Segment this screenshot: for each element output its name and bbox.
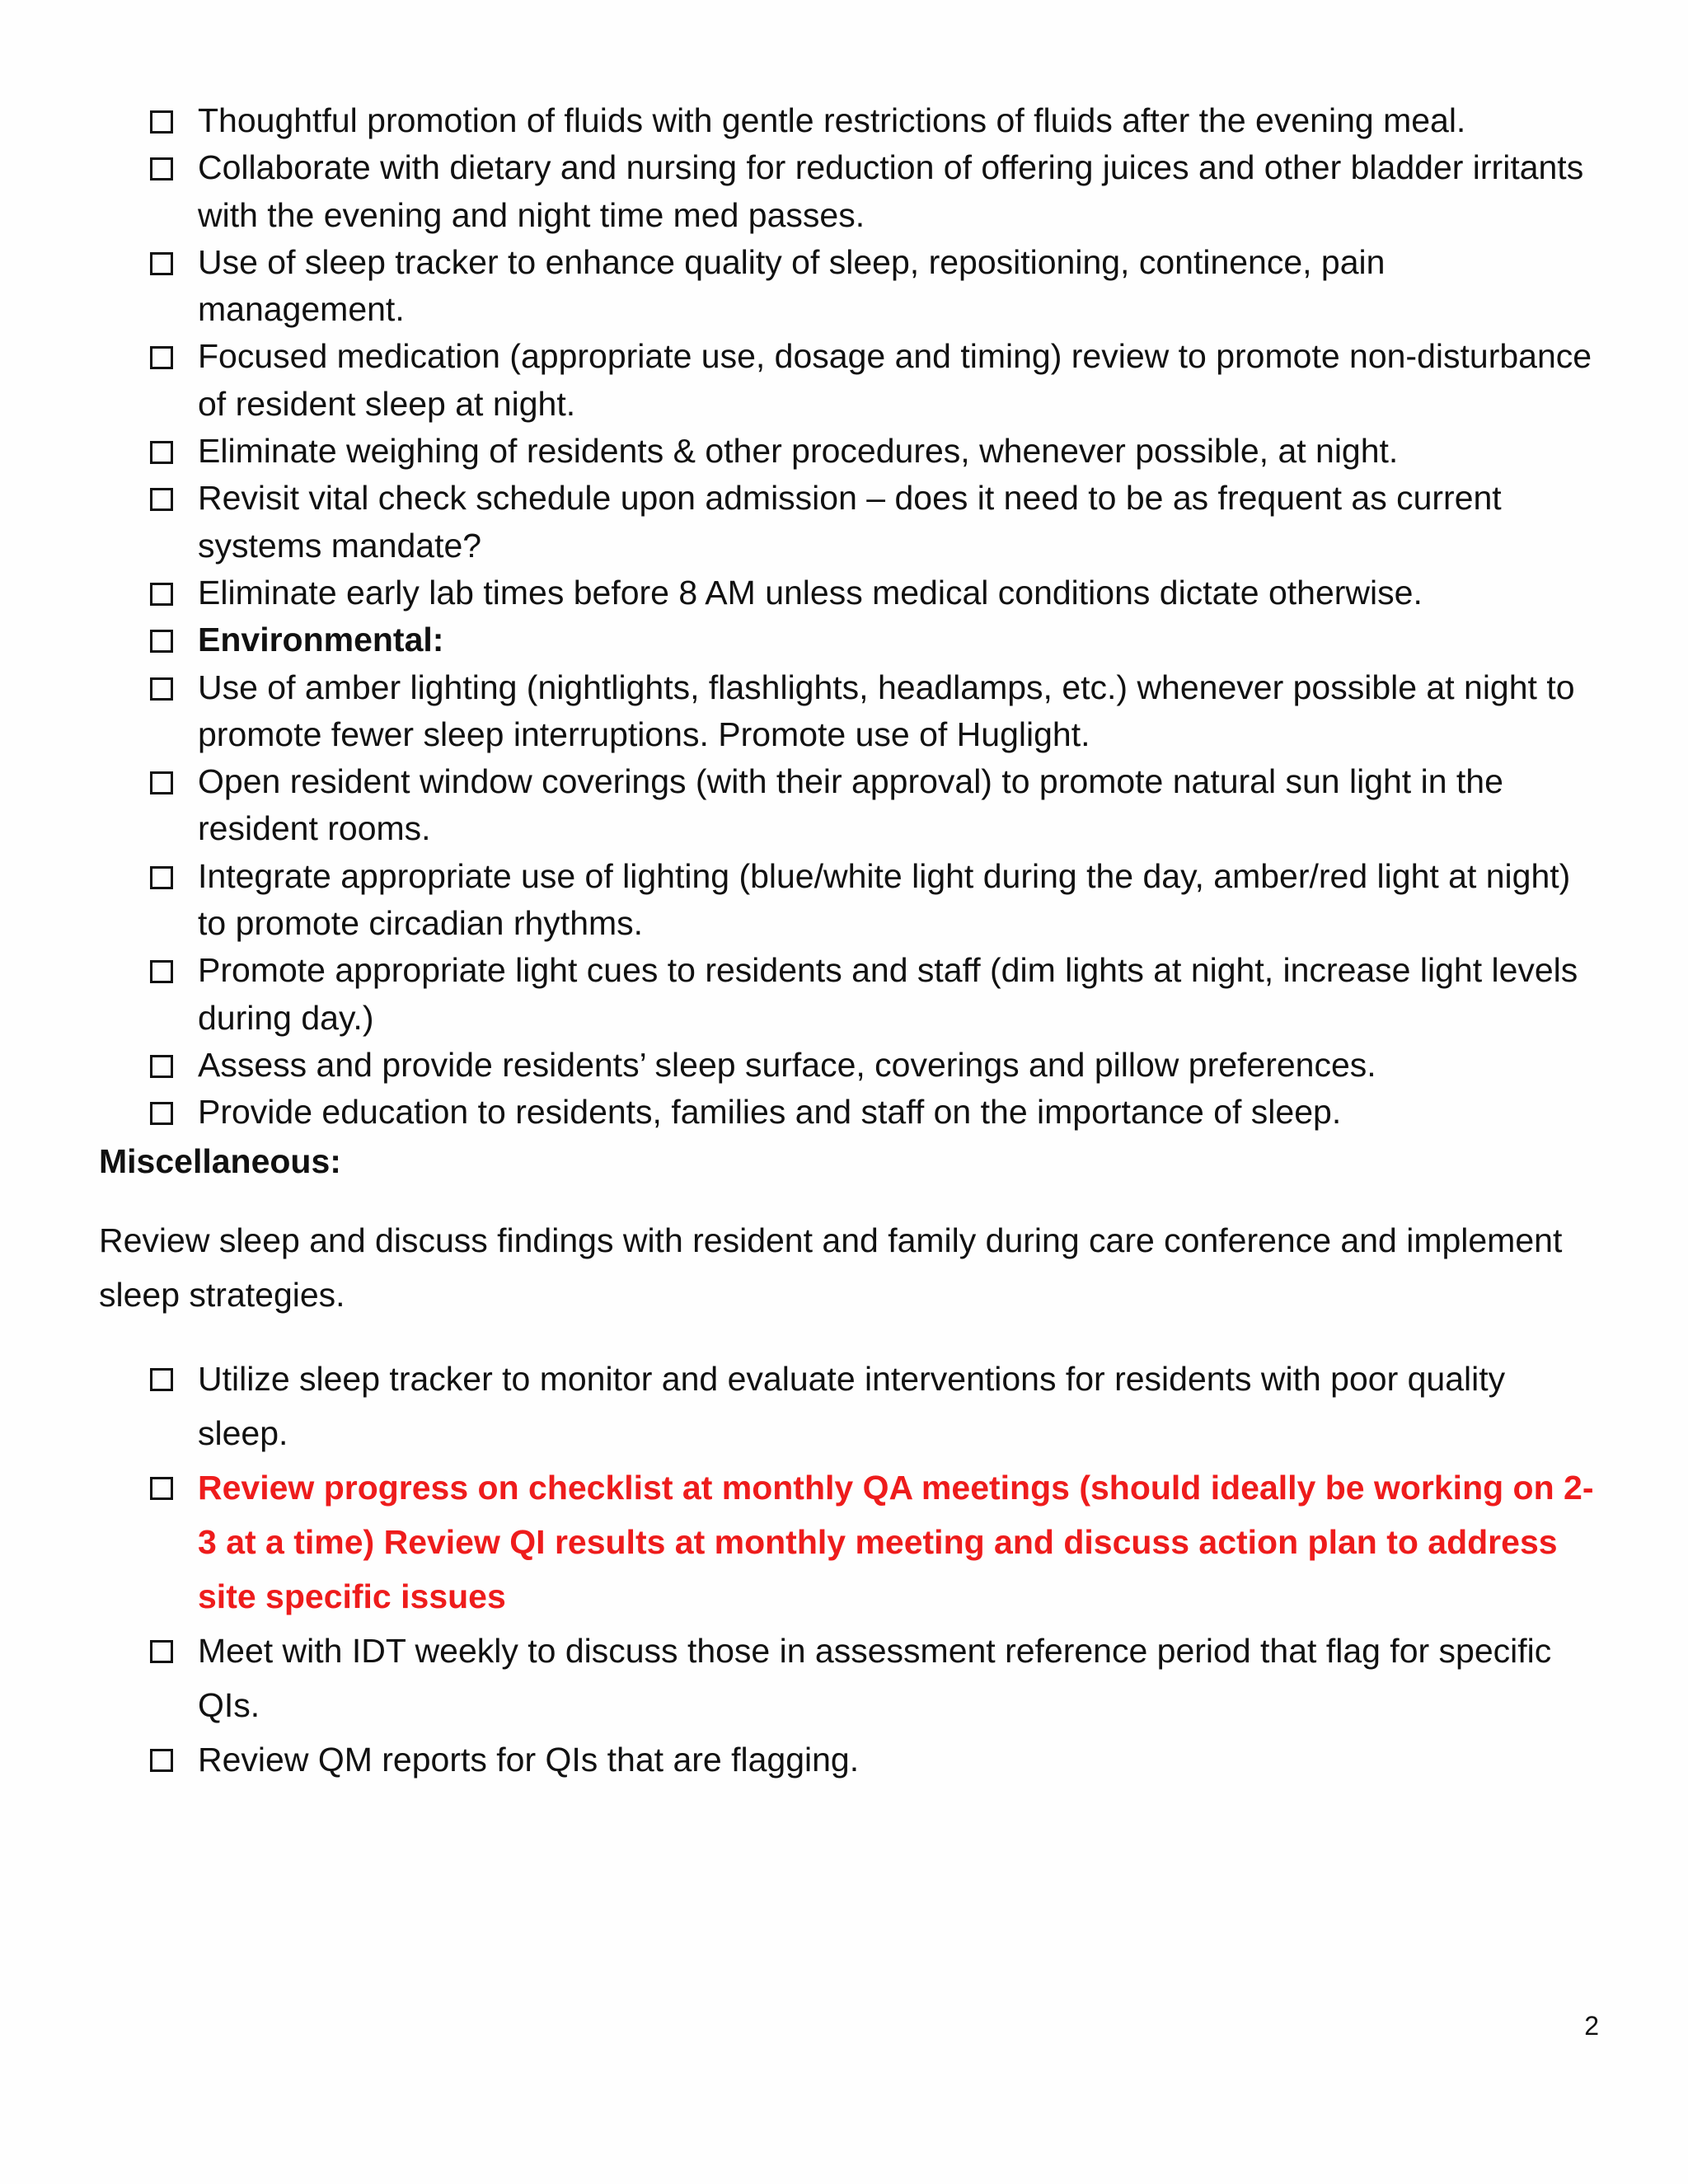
checklist-item bbox=[150, 1352, 1601, 1460]
checklist-item bbox=[150, 853, 1601, 948]
checklist-item bbox=[150, 1624, 1601, 1732]
checklist-item-text: Open resident window coverings (with their approval) to promote natural sun light in the resident rooms. bbox=[198, 762, 1503, 848]
checkbox[interactable] bbox=[150, 677, 173, 701]
checklist-item-text-highlighted: Review progress on checklist at monthly QA meetings (should ideally be working on 2-3 at a time) Review QI results at monthly meeting and discuss action plan to address site specific issues bbox=[198, 1469, 1594, 1615]
checkbox[interactable] bbox=[150, 1749, 173, 1772]
checkbox[interactable] bbox=[150, 252, 173, 275]
checklist-item-text: Collaborate with dietary and nursing for reduction of offering juices and other bladder irritants with the evening and night time med passes. bbox=[198, 148, 1584, 234]
checklist-item bbox=[150, 1042, 1601, 1089]
checklist-item bbox=[150, 97, 1601, 144]
checklist-item bbox=[150, 239, 1601, 334]
checkbox[interactable] bbox=[150, 1477, 173, 1500]
checkbox[interactable] bbox=[150, 1055, 173, 1078]
checkbox[interactable] bbox=[150, 866, 173, 889]
checklist-item-text: Provide education to residents, families and staff on the importance of sleep. bbox=[198, 1093, 1342, 1132]
checklist-item bbox=[150, 758, 1601, 853]
checklist-item-text: Revisit vital check schedule upon admission – does it need to be as frequent as current systems mandate? bbox=[198, 479, 1502, 565]
checkbox[interactable] bbox=[150, 630, 173, 653]
checklist-item-text: Thoughtful promotion of fluids with gentle restrictions of fluids after the evening meal. bbox=[198, 101, 1466, 139]
checkbox[interactable] bbox=[150, 157, 173, 180]
checklist-item bbox=[150, 1732, 1601, 1787]
checkbox[interactable] bbox=[150, 960, 173, 983]
checkbox[interactable] bbox=[150, 488, 173, 511]
checklist-item-text: Meet with IDT weekly to discuss those in assessment reference period that flag for specific QIs. bbox=[198, 1632, 1552, 1724]
checklist-item-text: Focused medication (appropriate use, dosage and timing) review to promote non-disturbance of resident sleep at night. bbox=[198, 337, 1592, 423]
checklist-item-text: Eliminate weighing of residents & other procedures, whenever possible, at night. bbox=[198, 432, 1399, 471]
checklist-item bbox=[150, 428, 1601, 475]
checkbox[interactable] bbox=[150, 771, 173, 794]
checklist-bottom bbox=[150, 1352, 1601, 1787]
checklist-item bbox=[150, 144, 1601, 239]
checkbox[interactable] bbox=[150, 1368, 173, 1391]
checklist-item-text: Use of amber lighting (nightlights, flashlights, headlamps, etc.) whenever possible at night to promote fewer sleep interruptions. Promote use of Huglight. bbox=[198, 668, 1575, 753]
checkbox[interactable] bbox=[150, 583, 173, 606]
checklist-item bbox=[150, 1089, 1601, 1136]
checkbox[interactable] bbox=[150, 1102, 173, 1125]
checklist-item-text: Integrate appropriate use of lighting (blue/white light during the day, amber/red light at night) to promote circadian rhythms. bbox=[198, 856, 1571, 943]
checkbox[interactable] bbox=[150, 346, 173, 369]
checkbox[interactable] bbox=[150, 1640, 173, 1663]
checklist-item-highlighted bbox=[150, 1460, 1601, 1624]
checklist-item bbox=[150, 664, 1601, 759]
page-number: 2 bbox=[1584, 2011, 1599, 2041]
checklist-item-text: Review QM reports for QIs that are flagging. bbox=[198, 1741, 860, 1779]
checklist-top bbox=[150, 97, 1601, 1137]
checklist-item-text: Eliminate early lab times before 8 AM unless medical conditions dictate otherwise. bbox=[198, 573, 1423, 612]
checkbox[interactable] bbox=[150, 441, 173, 464]
checklist-item-text: Utilize sleep tracker to monitor and evaluate interventions for residents with poor quality sleep. bbox=[198, 1360, 1506, 1452]
checklist-item bbox=[150, 569, 1601, 616]
section-heading-environmental: Environmental: bbox=[198, 621, 444, 659]
checklist-item bbox=[150, 947, 1601, 1042]
checklist-item bbox=[150, 475, 1601, 569]
checklist-item bbox=[150, 333, 1601, 428]
checklist-section-heading bbox=[150, 616, 1601, 663]
checklist-item-text: Assess and provide residents’ sleep surface, coverings and pillow preferences. bbox=[198, 1045, 1376, 1084]
misc-heading: Miscellaneous: bbox=[99, 1142, 341, 1180]
checkbox[interactable] bbox=[150, 110, 173, 134]
misc-paragraph: Review sleep and discuss findings with resident and family during care conference and implement sleep strategies. bbox=[99, 1221, 1563, 1314]
checklist-item-text: Use of sleep tracker to enhance quality of sleep, repositioning, continence, pain management. bbox=[198, 242, 1386, 329]
checklist-item-text: Promote appropriate light cues to residents and staff (dim lights at night, increase light levels during day.) bbox=[198, 951, 1578, 1037]
